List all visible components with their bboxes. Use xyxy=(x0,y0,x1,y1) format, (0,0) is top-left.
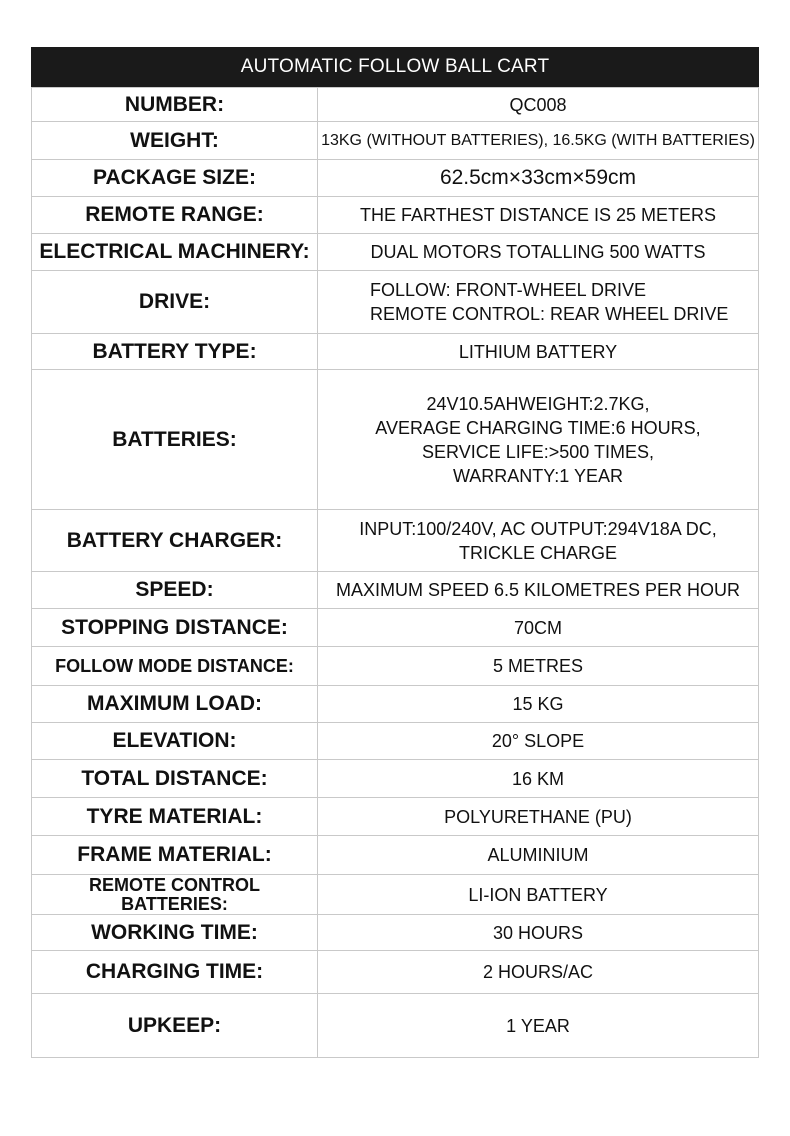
spec-value xyxy=(318,686,759,723)
spec-value-line: FOLLOW: FRONT-WHEEL DRIVE xyxy=(370,280,647,300)
spec-label xyxy=(32,609,318,647)
spec-row xyxy=(32,875,759,915)
spec-value xyxy=(318,836,759,875)
spec-row xyxy=(32,510,759,572)
spec-value-line: 2 HOURS/AC xyxy=(482,962,594,982)
spec-value xyxy=(318,951,759,994)
spec-value-line: 15 KG xyxy=(512,694,564,714)
spec-value xyxy=(318,609,759,647)
spec-label-line: FRAME MATERIAL: xyxy=(77,843,272,866)
table-title: AUTOMATIC FOLLOW BALL CART xyxy=(31,47,759,87)
spec-label-line: WEIGHT: xyxy=(130,128,219,152)
spec-label xyxy=(32,334,318,370)
spec-label-line: REMOTE RANGE: xyxy=(85,203,264,226)
spec-value-line: INPUT:100/240V, AC OUTPUT:294V18A DC, xyxy=(359,518,717,539)
spec-row xyxy=(32,334,759,370)
spec-value xyxy=(318,994,759,1058)
spec-label-line: FOLLOW MODE DISTANCE: xyxy=(55,655,294,676)
spec-value-line: 13KG (WITHOUT BATTERIES), 16.5KG (WITH BATTERIES) xyxy=(321,131,755,149)
spec-value-line: LI-ION BATTERY xyxy=(468,884,608,905)
spec-label xyxy=(32,994,318,1058)
spec-label xyxy=(32,160,318,197)
spec-value-line: ALUMINIUM xyxy=(487,845,589,865)
spec-value xyxy=(318,915,759,951)
spec-label xyxy=(32,234,318,271)
spec-value xyxy=(318,197,759,234)
spec-label-line: MAXIMUM LOAD: xyxy=(87,692,262,715)
spec-value xyxy=(318,647,759,686)
spec-value-line: 70CM xyxy=(513,617,562,638)
spec-value-line: QC008 xyxy=(509,94,567,115)
spec-label xyxy=(32,510,318,572)
spec-row xyxy=(32,197,759,234)
spec-label-line: BATTERIES: xyxy=(121,893,228,914)
spec-label-line: BATTERY CHARGER: xyxy=(66,528,283,552)
spec-value-line: 1 YEAR xyxy=(506,1015,570,1036)
spec-value-line: MAXIMUM SPEED 6.5 KILOMETRES PER HOUR xyxy=(335,580,741,600)
spec-label-line: UPKEEP: xyxy=(127,1013,222,1037)
spec-sheet xyxy=(31,47,759,1058)
spec-label xyxy=(32,723,318,760)
spec-value-line: 5 METRES xyxy=(492,656,584,676)
spec-label xyxy=(32,122,318,160)
spec-row xyxy=(32,122,759,160)
spec-row xyxy=(32,836,759,875)
spec-value-line: POLYURETHANE (PU) xyxy=(444,806,632,827)
spec-label-line: WORKING TIME: xyxy=(91,920,258,944)
spec-label-line: BATTERIES: xyxy=(112,427,237,451)
spec-row xyxy=(32,572,759,609)
spec-row xyxy=(32,760,759,798)
spec-table-body xyxy=(32,88,759,1058)
spec-value xyxy=(318,271,759,334)
spec-value-line: 24V10.5AHWEIGHT:2.7KG, xyxy=(426,393,650,414)
spec-label-line: NUMBER: xyxy=(124,92,225,116)
spec-row xyxy=(32,609,759,647)
spec-label xyxy=(32,760,318,798)
spec-value-line: 16 KM xyxy=(511,768,565,789)
spec-value-line: THE FARTHEST DISTANCE IS 25 METERS xyxy=(359,205,717,225)
spec-row xyxy=(32,686,759,723)
spec-value xyxy=(318,160,759,197)
spec-label xyxy=(32,271,318,334)
spec-label xyxy=(32,647,318,686)
spec-row xyxy=(32,88,759,122)
spec-value-line: REMOTE CONTROL: REAR WHEEL DRIVE xyxy=(370,304,729,324)
spec-value xyxy=(318,723,759,760)
spec-value-line: DUAL MOTORS TOTALLING 500 WATTS xyxy=(370,242,706,262)
spec-value-line: SERVICE LIFE:>500 TIMES, xyxy=(422,441,654,462)
spec-row xyxy=(32,915,759,951)
spec-value-line: 62.5cm×33cm×59cm xyxy=(439,166,637,189)
spec-value-line: LITHIUM BATTERY xyxy=(458,341,618,362)
spec-label xyxy=(32,798,318,836)
spec-row xyxy=(32,951,759,994)
spec-value xyxy=(318,122,759,160)
spec-value xyxy=(318,798,759,836)
spec-value-line: 20° SLOPE xyxy=(491,731,585,751)
spec-row xyxy=(32,994,759,1058)
spec-label-line: TYRE MATERIAL: xyxy=(86,804,263,828)
spec-row xyxy=(32,798,759,836)
spec-value xyxy=(318,88,759,122)
spec-label-line: PACKAGE SIZE: xyxy=(93,166,256,189)
spec-label xyxy=(32,836,318,875)
spec-label xyxy=(32,875,318,915)
spec-label-line: ELECTRICAL MACHINERY: xyxy=(39,240,310,263)
spec-label-line: SPEED: xyxy=(135,578,214,601)
spec-value xyxy=(318,510,759,572)
spec-value xyxy=(318,760,759,798)
spec-label-line: TOTAL DISTANCE: xyxy=(81,766,268,790)
spec-label xyxy=(32,686,318,723)
spec-label-line: REMOTE CONTROL xyxy=(89,874,260,895)
spec-value xyxy=(318,875,759,915)
spec-value-line: WARRANTY:1 YEAR xyxy=(452,465,624,486)
spec-label-line: ELEVATION: xyxy=(112,729,237,752)
spec-row xyxy=(32,723,759,760)
spec-label xyxy=(32,572,318,609)
spec-row xyxy=(32,370,759,510)
spec-label-line: STOPPING DISTANCE: xyxy=(61,615,288,639)
spec-label-line: CHARGING TIME: xyxy=(85,960,264,983)
spec-row xyxy=(32,234,759,271)
spec-label xyxy=(32,915,318,951)
spec-value xyxy=(318,234,759,271)
spec-table xyxy=(31,87,759,1058)
spec-row xyxy=(32,271,759,334)
spec-label xyxy=(32,197,318,234)
spec-value-line: TRICKLE CHARGE xyxy=(458,542,618,563)
spec-label-line: BATTERY TYPE: xyxy=(92,339,257,363)
spec-value xyxy=(318,334,759,370)
spec-value xyxy=(318,572,759,609)
spec-label xyxy=(32,370,318,510)
spec-row xyxy=(32,160,759,197)
spec-label xyxy=(32,951,318,994)
spec-label xyxy=(32,88,318,122)
spec-value-line: AVERAGE CHARGING TIME:6 HOURS, xyxy=(375,417,701,438)
spec-row xyxy=(32,647,759,686)
spec-value-line: 30 HOURS xyxy=(492,922,584,943)
spec-value xyxy=(318,370,759,510)
spec-label-line: DRIVE: xyxy=(138,290,211,313)
